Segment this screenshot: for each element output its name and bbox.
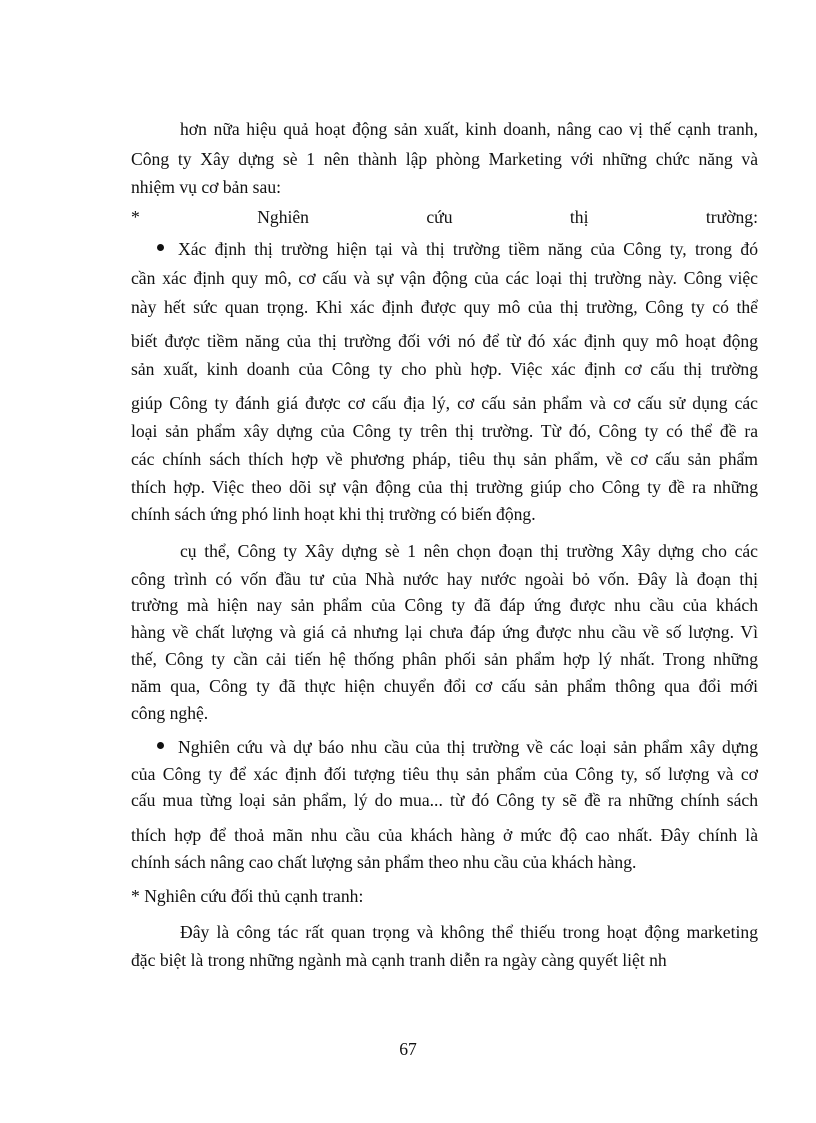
bullet-1-line-2: cần xác định quy mô, cơ cấu và sự vận động của các loại thị trường này. Công việc	[131, 268, 758, 288]
bullet-1-line-7: loại sản phẩm xây dựng của Công ty trên thị trường. Từ đó, Công ty có thể đề ra	[131, 421, 758, 441]
bullet-1-line-5: sản xuất, kinh doanh của Công ty cho phù hợp. Việc xác định cơ cấu thị trường	[131, 359, 758, 379]
paragraph-1-line-1: hơn nữa hiệu quả hoạt động sản xuất, kinh doanh, nâng cao vị thế cạnh tranh,	[180, 119, 758, 139]
bullet-2-line-1: Nghiên cứu và dự báo nhu cầu của thị trường về các loại sản phẩm xây dựng	[178, 737, 758, 757]
bullet-1-line-3: này hết sức quan trọng. Khi xác định được quy mô của thị trường, Công ty có thể	[131, 297, 758, 317]
bullet-2-line-5: chính sách nâng cao chất lượng sản phẩm theo nhu cầu của khách hàng.	[131, 852, 637, 872]
paragraph-3-line-2: đặc biệt là trong những ngành mà cạnh tranh diễn ra ngày càng quyết liệt nh	[131, 950, 667, 970]
paragraph-1-line-2: Công ty Xây dựng sè 1 nên thành lập phòng Marketing với những chức năng và	[131, 149, 758, 169]
bullet-1-line-6: giúp Công ty đánh giá được cơ cấu địa lý, cơ cấu sản phẩm và cơ cấu sử dụng các	[131, 393, 758, 413]
bullet-2-dot	[157, 742, 164, 749]
paragraph-1-line-3: nhiệm vụ cơ bản sau:	[131, 177, 282, 197]
heading-star: *	[131, 207, 140, 227]
paragraph-2-line-6: năm qua, Công ty đã thực hiện chuyển đổi cơ cấu sản phẩm thông qua đổi mới	[131, 676, 758, 696]
paragraph-2-line-4: hàng về chất lượng và giá cả nhưng lại chưa đáp ứng được nhu cầu về số lượng. Vì	[131, 622, 758, 642]
bullet-1-dot	[157, 244, 164, 251]
heading-market-research	[131, 206, 758, 228]
paragraph-2-line-5: thế, Công ty cần cải tiến hệ thống phân phối sản phẩm hợp lý nhất. Trong những	[131, 649, 758, 669]
heading-word-1: Nghiên	[257, 207, 309, 227]
heading-word-4: trường:	[705, 207, 758, 227]
bullet-1-line-9: thích hợp. Việc theo dõi sự vận động của thị trường giúp cho Công ty đề ra những	[131, 477, 758, 497]
bullet-2-line-3: cấu mua từng loại sản phẩm, lý do mua... từ đó Công ty sẽ đề ra những chính sách	[131, 790, 758, 810]
bullet-1-line-1: Xác định thị trường hiện tại và thị trường tiềm năng của Công ty, trong đó	[178, 239, 758, 259]
bullet-2-line-2: của Công ty để xác định đối tượng tiêu thụ sản phẩm của Công ty, số lượng và cơ	[131, 764, 758, 784]
page-number: 67	[399, 1039, 417, 1059]
bullet-1-line-8: các chính sách thích hợp về phương pháp, tiêu thụ sản phẩm, về cơ cấu sản phẩm	[131, 449, 758, 469]
bullet-2-line-4: thích hợp để thoả mãn nhu cầu của khách hàng ở mức độ cao nhất. Đây chính là	[131, 825, 758, 845]
bullet-1-line-10: chính sách ứng phó linh hoạt khi thị trường có biến động.	[131, 504, 536, 524]
paragraph-3-line-1: Đây là công tác rất quan trọng và không thể thiếu trong hoạt động marketing	[180, 922, 758, 942]
paragraph-2-line-3: trường mà hiện nay sản phẩm của Công ty đã đáp ứng được nhu cầu của khách	[131, 595, 758, 615]
paragraph-2-line-7: công nghệ.	[131, 703, 209, 723]
heading-word-2: cứu	[426, 207, 453, 227]
paragraph-2-line-1: cụ thể, Công ty Xây dựng sè 1 nên chọn đoạn thị trường Xây dựng cho các	[180, 541, 758, 561]
paragraph-2-line-2: công trình có vốn đầu tư của Nhà nước hay nước ngoài bỏ vốn. Đây là đoạn thị	[131, 569, 758, 589]
bullet-1-line-4: biết được tiềm năng của thị trường đối với nó để từ đó xác định quy mô hoạt động	[131, 331, 758, 351]
heading-word-3: thị	[569, 207, 589, 227]
heading-competitor-research: * Nghiên cứu đối thủ cạnh tranh:	[131, 886, 364, 906]
